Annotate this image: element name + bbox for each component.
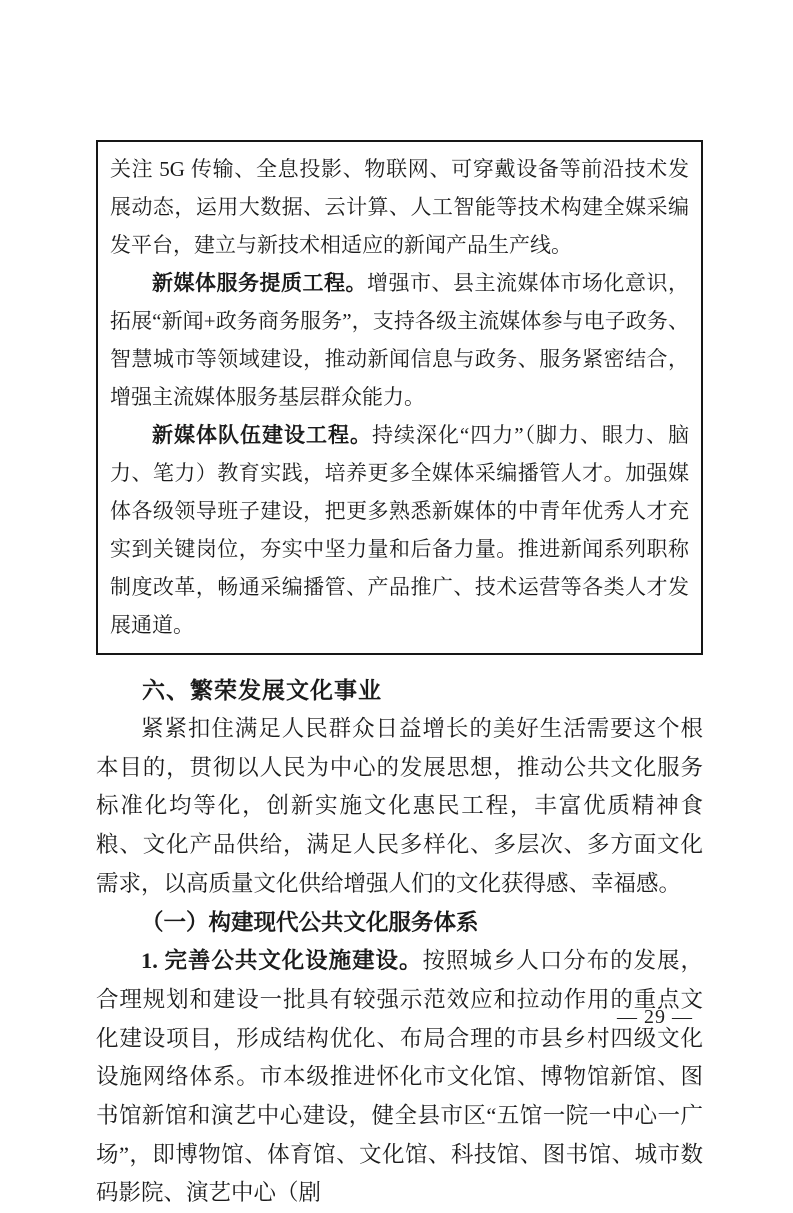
subsection-heading: （一）构建现代公共文化服务体系 xyxy=(141,909,479,935)
numbered-item-text: 按照城乡人口分布的发展，合理规划和建设一批具有较强示范效应和拉动作用的重点文化建设项目，形成结构优化、布局合理的市县乡村四级文化设施网络体系。市本级推进怀化市文化馆、博物馆新馆、图书馆新馆和演艺中心建设，健全县市区“五馆一院一中心一广场”，即博物馆、体育馆、文化馆、科技馆、图书馆、城市数码影院、演艺中心（剧 xyxy=(96,948,703,1206)
section-intro-paragraph: 紧紧扣住满足人民群众日益增长的美好生活需要这个根本目的，贯彻以人民为中心的发展思想，推动公共文化服务标准化均等化，创新实施文化惠民工程，丰富优质精神食粮、文化产品供给，满足人民多样化、多层次、多方面文化需求，以高质量文化供给增强人们的文化获得感、幸福感。 xyxy=(96,716,703,896)
box-paragraph-team-project xyxy=(110,416,689,644)
section-heading: 六、繁荣发展文化事业 xyxy=(142,677,382,703)
box-paragraph-1-text: 关注 5G 传输、全息投影、物联网、可穿戴设备等前沿技术发展动态，运用大数据、云计算、人工智能等技术构建全媒采编发平台，建立与新技术相适应的新闻产品生产线。 xyxy=(110,157,689,257)
numbered-item-paragraph xyxy=(96,942,703,1213)
box-paragraph-continuation xyxy=(110,150,689,264)
box-paragraph-2-text: 增强市、县主流媒体市场化意识，拓展“新闻+政务商务服务”，支持各级主流媒体参与电子政务、智慧城市等领域建设，推动新闻信息与政务、服务紧密结合，增强主流媒体服务基层群众能力。 xyxy=(110,271,689,409)
document-page-content xyxy=(96,140,703,1213)
box-paragraph-3-text: 持续深化“四力”（脚力、眼力、脑力、笔力）教育实践，培养更多全媒体采编播管人才。加强媒体各级领导班子建设，把更多熟悉新媒体的中青年优秀人才充实到关键岗位，夯实中坚力量和后备力量。推进新闻系列职称制度改革，畅通采编播管、产品推广、技术运营等各类人才发展通道。 xyxy=(110,423,690,637)
bordered-textbox xyxy=(96,140,703,655)
numbered-item-lead: 1. 完善公共文化设施建设。 xyxy=(141,948,423,974)
page-number: — 29 — xyxy=(617,1006,693,1028)
box-paragraph-2-lead: 新媒体服务提质工程。 xyxy=(152,271,367,295)
box-paragraph-service-project xyxy=(110,264,689,416)
box-paragraph-3-lead: 新媒体队伍建设工程。 xyxy=(152,423,372,447)
